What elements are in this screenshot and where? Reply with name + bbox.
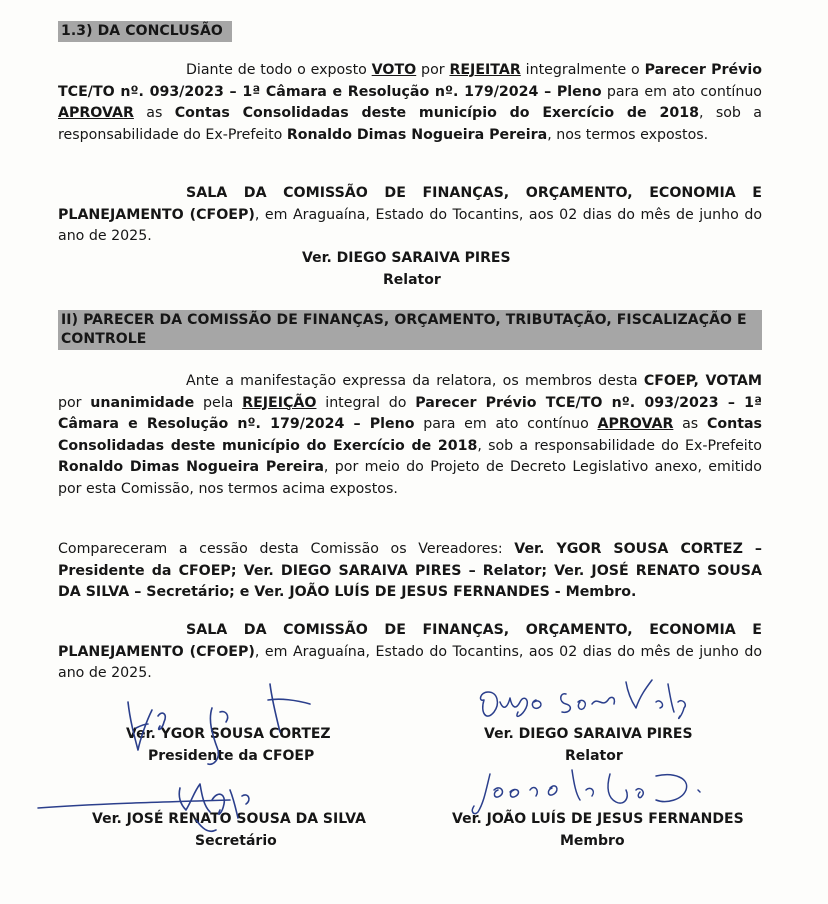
conclusion-paragraph <box>58 60 762 146</box>
text-run: APROVAR <box>597 416 674 432</box>
text-run: as <box>673 416 707 432</box>
handwritten-signature-joao <box>460 760 710 820</box>
text-run: Ante a manifestação expressa da relatora, os membros desta <box>186 373 644 389</box>
signature-name-ygor: Ver. YGOR SOUSA CORTEZ <box>126 726 331 742</box>
text-run: as <box>133 105 175 121</box>
text-run: Parecer Prévio TCE/TO nº. 093/2023 – 1ª Câmara e Resolução nº. 179/2024 – Pleno <box>58 394 763 432</box>
relator-role: Relator <box>383 272 441 288</box>
signature-name-jose: Ver. JOSÉ RENATO SOUSA DA SILVA <box>92 811 366 827</box>
signature-role-diego: Relator <box>565 748 623 764</box>
text-run: Contas Consolidadas deste município do Exercício de 2018 <box>174 105 699 121</box>
text-run: Ver. YGOR SOUSA CORTEZ – Presidente da CFOEP; Ver. DIEGO SARAIVA PIRES – Relator; Ver. JOSÉ RENATO SOUSA DA SILVA – Secretário; e Ver. JOÃO LUÍS DE JESUS FERNANDES - Membro. <box>58 541 762 600</box>
signature-role-ygor: Presidente da CFOEP <box>148 748 315 764</box>
signature-role-jose: Secretário <box>195 833 277 849</box>
section-heading-parecer: II) PARECER DA COMISSÃO DE FINANÇAS, ORÇAMENTO, TRIBUTAÇÃO, FISCALIZAÇÃO E CONTROLE <box>58 310 762 350</box>
text-run: para em ato contínuo <box>414 416 598 432</box>
text-run: Ronaldo Dimas Nogueira Pereira <box>286 126 548 143</box>
signature-name-diego: Ver. DIEGO SARAIVA PIRES <box>484 726 693 742</box>
text-run: integral do <box>316 394 416 411</box>
handwritten-signature-diego <box>470 672 700 732</box>
text-run: VOTO <box>371 62 417 78</box>
text-run: REJEIÇÃO <box>242 394 317 411</box>
text-run: Ronaldo Dimas Nogueira Pereira <box>58 459 324 475</box>
text-run: SALA DA COMISSÃO DE FINANÇAS, ORÇAMENTO, ECONOMIA E PLANEJAMENTO (CFOEP) <box>58 622 762 660</box>
relator-name: Ver. DIEGO SARAIVA PIRES <box>302 250 511 266</box>
text-run: Parecer Prévio TCE/TO nº. 093/2023 – 1ª Câmara e Resolução nº. 179/2024 – Pleno <box>58 62 762 100</box>
text-run: Compareceram a cessão desta Comissão os Vereadores: <box>58 541 515 557</box>
handwritten-signature-jose <box>30 770 280 850</box>
parecer-paragraph <box>58 371 762 500</box>
text-run: , por meio do Projeto de Decreto Legislativo anexo, emitido por esta Comissão, nos termos acima expostos. <box>58 459 762 497</box>
text-run: por <box>416 62 450 78</box>
text-run: APROVAR <box>58 105 134 121</box>
text-run: , em Araguaína, Estado do Tocantins, aos 02 dias do mês de junho do ano de 2025. <box>58 206 763 244</box>
signature-role-joao: Membro <box>560 833 625 849</box>
text-run: REJEITAR <box>449 62 521 78</box>
text-run: pela <box>194 394 243 411</box>
section-heading-conclusao: 1.3) DA CONCLUSÃO <box>58 21 232 42</box>
text-run: Contas Consolidadas deste município do Exercício de 2018 <box>58 416 762 454</box>
text-run: , sob a responsabilidade do Ex-Prefeito <box>477 437 762 454</box>
text-run: para em ato contínuo <box>601 83 762 100</box>
text-run: , em Araguaína, Estado do Tocantins, aos 02 dias do mês de junho do ano de 2025. <box>58 643 763 681</box>
text-run: integralmente o <box>520 62 645 78</box>
text-run: Diante de todo o exposto <box>186 62 372 78</box>
text-run: unanimidade <box>90 394 195 411</box>
sala-statement <box>58 183 762 248</box>
text-run: SALA DA COMISSÃO DE FINANÇAS, ORÇAMENTO, ECONOMIA E PLANEJAMENTO (CFOEP) <box>58 185 762 223</box>
text-run: , nos termos expostos. <box>547 126 709 143</box>
signature-name-joao: Ver. JOÃO LUÍS DE JESUS FERNANDES <box>452 811 744 827</box>
text-run: CFOEP, VOTAM <box>643 373 762 389</box>
text-run: , sob a responsabilidade do Ex-Prefeito <box>58 105 762 143</box>
attendance-paragraph <box>58 539 762 604</box>
handwritten-signature-ygor <box>100 680 340 780</box>
text-run: por <box>58 394 91 411</box>
